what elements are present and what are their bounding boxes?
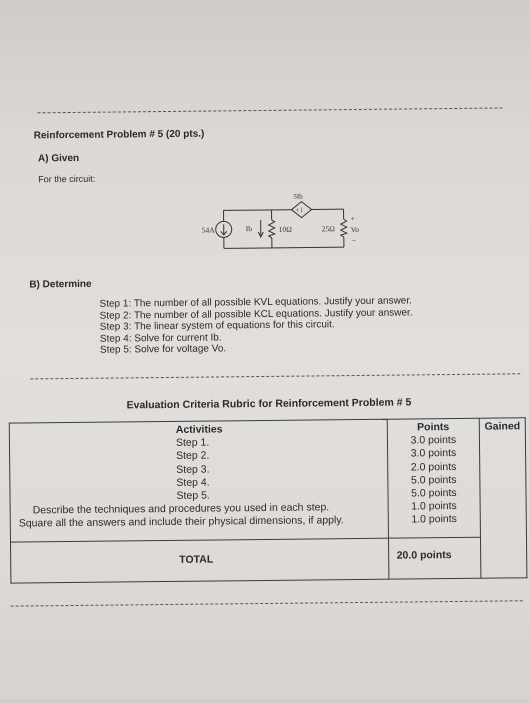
source-current-label: 54A [202,225,216,234]
gained-header: Gained [480,420,525,432]
points-value: 3.0 points [387,434,479,448]
total-points: 20.0 points [397,549,452,562]
activities-cell [9,419,388,542]
activity-row: Step 2. [10,448,387,465]
points-cell [387,418,481,538]
circuit-diagram [203,189,379,261]
activities-header: Activities [10,422,387,439]
step-item: Step 1: The number of all possible KVL equations. Justify your answer. [99,295,412,310]
total-points-cell [388,537,481,579]
points-value: 1.0 points [388,500,480,514]
resistor-25-symbol [341,219,347,237]
vo-minus-sign: − [352,236,356,245]
activity-row: Step 5. [10,488,387,505]
determine-heading: B) Determine [29,279,91,291]
branch-current-label: Ib [246,224,253,233]
points-value: 2.0 points [388,460,480,474]
activity-row: Describe the techniques and procedures you used in each step. [11,501,388,518]
total-label-cell [10,538,388,583]
resistor-10-symbol [269,220,275,238]
step-item: Step 4: Solve for current Ib. [100,330,413,345]
resistor-10-label: 10Ω [279,225,293,234]
step-item: Step 3: The linear system of equations for this circuit. [100,318,413,333]
points-header: Points [387,421,479,435]
activity-row: Square all the answers and include their physical dimensions, if apply. [11,514,388,531]
steps-list [99,295,413,356]
rubric-title: Evaluation Criteria Rubric for Reinforcement Problem # 5 [127,396,412,411]
activity-row: Step 1. [10,435,387,452]
points-value: 5.0 points [388,487,480,501]
circuit-intro-text: For the circuit: [38,174,95,185]
total-label: TOTAL [179,554,213,566]
points-value: 5.0 points [388,474,480,488]
activity-row: Step 3. [10,461,387,478]
step-item: Step 5: Solve for voltage Vo. [100,341,413,356]
problem-title: Reinforcement Problem # 5 (20 pts.) [34,129,205,142]
top-divider [37,107,502,113]
vo-plus-sign: + [351,214,355,223]
middle-divider [30,373,520,379]
resistor-25-label: 25Ω [322,224,336,233]
dependent-source-sign: + l [296,207,303,214]
points-value: 1.0 points [388,513,480,527]
given-heading: A) Given [38,153,79,164]
points-value: 3.0 points [388,447,480,461]
gained-cell [479,418,527,578]
bottom-divider [11,600,523,606]
step-item: Step 2: The number of all possible KCL equations. Justify your answer. [100,307,413,322]
rubric-table [9,417,528,583]
activity-row: Step 4. [10,475,387,492]
dependent-source-label: 5Ib [293,193,303,201]
vo-label: Vo [351,225,360,234]
